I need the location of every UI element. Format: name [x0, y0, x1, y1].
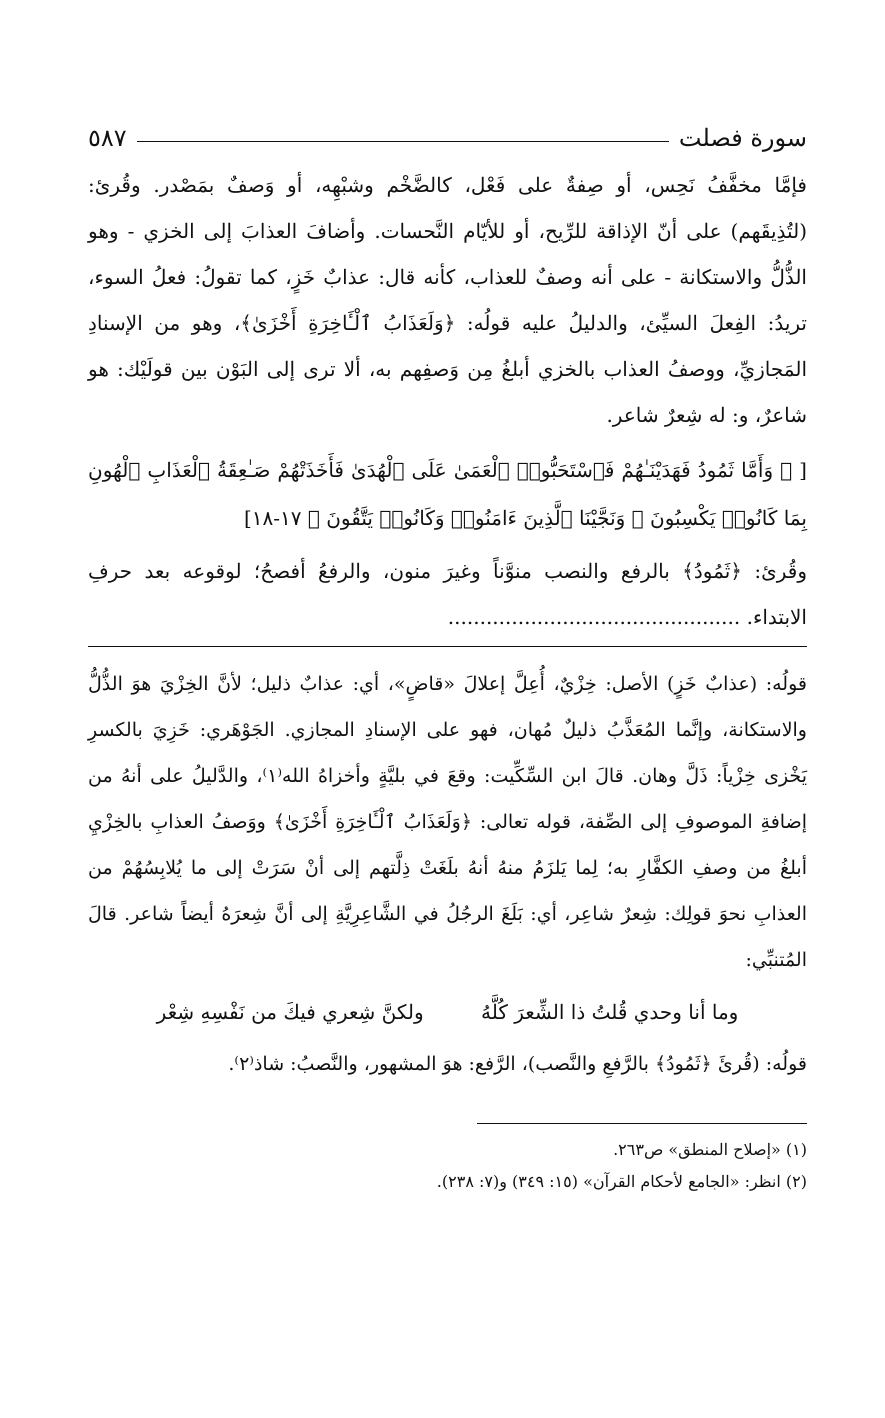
quran-passage: [ ﴿ وَأَمَّا ثَمُودُ فَهَدَيْنَـٰهُمْ فَٱسْتَحَبُّوا۟ ٱلْعَمَىٰ عَلَى ٱلْهُدَىٰ فَأَخَذَتْهُمْ صَـٰعِقَةُ ٱلْعَذَابِ ٱلْهُونِ بِمَا كَانُوا۟ يَكْسِبُونَ ۞ وَنَجَّيْنَا ٱلَّذِينَ ءَامَنُوا۟ وَكَانُوا۟ يَتَّقُونَ ﴾ ١٧-١٨]: [88, 458, 807, 530]
main-text: فإمَّا مخفَّفُ نَحِس، أو صِفةٌ على فَعْل، كالضَّخْم وشبْهِه، أو وَصفٌ بمَصْدر. وقُرئ: (لتُذِيقَهم) على أنّ الإذاقة للرِّيح، أو للأيّام النَّحسات. وأضافَ العذابَ إلى الخزي - وهو الذُّلُّ والاستكانة - على أنه وصفٌ للعذاب، كأنه قال: عذابٌ خَزٍ، كما تقولُ: فعلُ السوء، تريدُ: الفِعلَ السيِّئ، والدليلُ عليه قولُه: ﴿وَلَعَذَابُ ٱلْـَٔاخِرَةِ أَخْزَىٰ﴾، وهو من الإسنادِ المَجازيِّ، ووصفُ العذاب بالخزي أبلغُ مِن وَصفِهم به، ألا ترى إلى البَوْن بين قولَيْك: هو شاعرٌ، و: له شِعرٌ شاعر.: [88, 173, 807, 427]
commentary-divider: [88, 646, 807, 647]
page-number: ٥٨٧: [88, 124, 127, 152]
reading-note-text: وقُرئ: ﴿ثَمُودُ﴾ بالرفع والنصب منوَّناً وغيرَ منون، والرفعُ أفصحُ؛ لوقوعه بعد حرفِ الابتداء.: [88, 559, 807, 629]
page: [88, 112, 807, 1198]
header-rule: [137, 141, 669, 142]
verse-second-hemistich: ولكنَّ شِعري فيكَ من نَفْسِهِ شِعْر: [156, 1000, 424, 1024]
verse-first-hemistich: وما أنا وحدي قُلتُ ذا الشِّعرَ كُلَّهُ: [481, 1000, 739, 1024]
commentary-last-line: قولُه: (قُرئَ ﴿ثَمُودُ﴾ بالرَّفعِ والنَّصب)، الرَّفع: هوَ المشهور، والنَّصبُ: شاذ⁽٢⁾.: [228, 1053, 807, 1075]
surah-title: سورة فصلت: [678, 124, 807, 152]
running-header: [88, 112, 807, 152]
footnote-2: (٢) انظر: «الجامع لأحكام القرآن» (١٥: ٣٤٩) و(٧: ٢٣٨).: [436, 1172, 807, 1191]
commentary-text: قولُه: (عذابٌ خَزٍ) الأصل: خِزْيٌ، أُعِلَّ إعلالَ «قاضٍ»، أي: عذابٌ ذليل؛ لأنَّ الخِزْيَ هوَ الذُّلُّ والاستكانة، وإنَّما المُعَذَّبُ ذليلٌ مُهان، فهو على الإسنادِ المجازي. الجَوْهَري: خَزِيَ بالكسرِ يَخْزى خِزْياً: ذَلَّ وهان. قالَ ابن السِّكِّيت: وقعَ في بليَّةٍ وأخزاهُ الله⁽١⁾، والدَّليلُ على أنهُ من إضافةِ الموصوفِ إلى الصِّفة، قوله تعالى: ﴿وَلَعَذَابُ ٱلْـَٔاخِرَةِ أَخْزَىٰ﴾ ووَصفُ العذابِ بالخِزْيِ أبلغُ من وصفِ الكفَّارِ به؛ لِما يَلزَمُ منهُ أنهُ بلَغَتْ ذِلَّتهم إلى أنْ سَرَتْ إلى ما يُلابِسُهُمْ من العذابِ نحوَ قولِك: شِعرٌ شاعِر، أي: بَلَغَ الرجُلُ في الشَّاعِرِيَّةِ إلى أنَّ شِعرَهُ أيضاً شاعر. قالَ المُتنبِّي:: [88, 673, 807, 971]
footnote-rule: [477, 1123, 807, 1124]
dotted-leader: ..............................................: [447, 605, 741, 629]
poetry-verse: [88, 987, 807, 1037]
reading-note: [88, 548, 807, 640]
footnote-1: (١) «إصلاح المنطق» ص٢٦٣.: [613, 1140, 807, 1159]
footnotes: [88, 1134, 807, 1198]
